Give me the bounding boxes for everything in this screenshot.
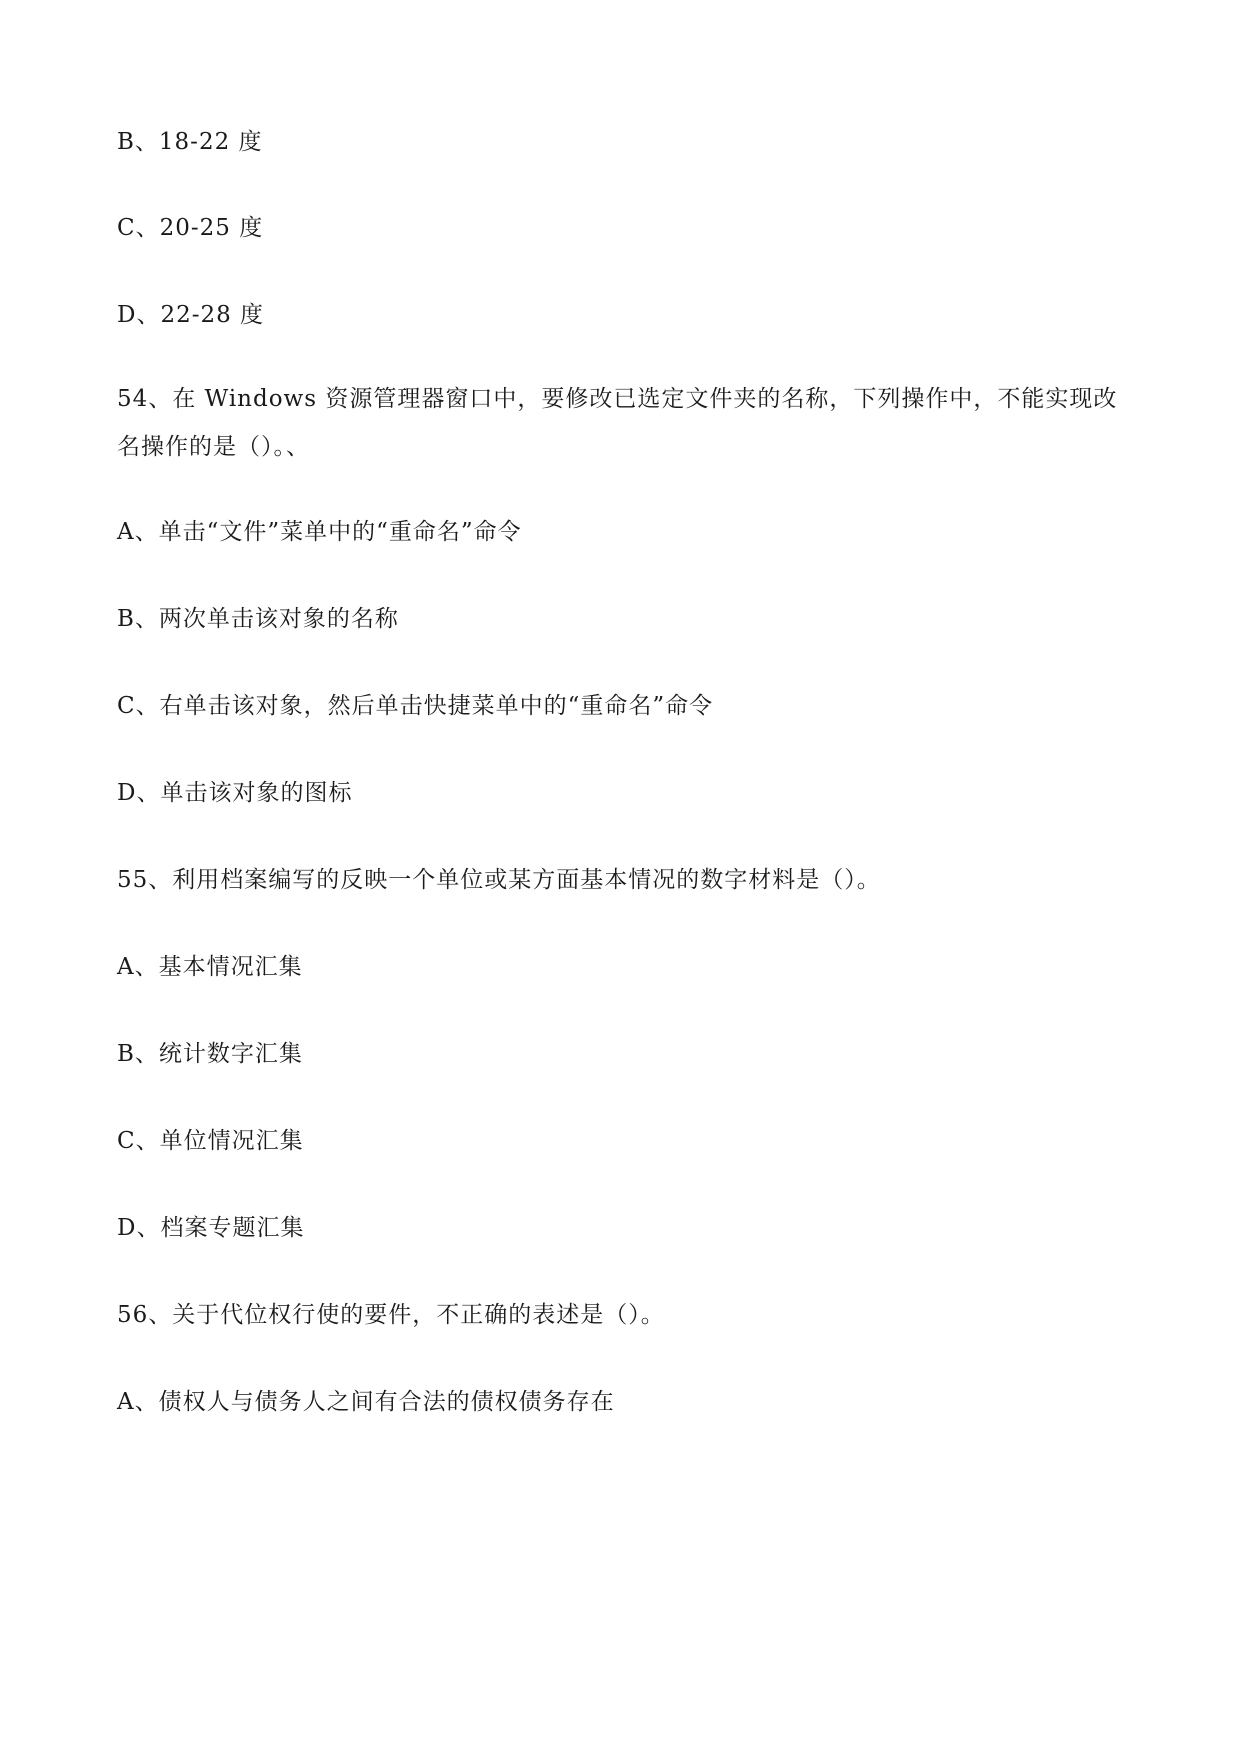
q55-stem: 55、利用档案编写的反映一个单位或某方面基本情况的数字材料是（）。 — [117, 867, 881, 893]
q53-option-d: D、22-28 度 — [117, 302, 265, 328]
q54-option-b: B、两次单击该对象的名称 — [117, 606, 399, 632]
q55-option-c: C、单位情况汇集 — [117, 1128, 304, 1154]
q56-stem: 56、关于代位权行使的要件，不正确的表述是（）。 — [117, 1302, 665, 1328]
q55-option-b: B、统计数字汇集 — [117, 1041, 303, 1067]
q53-option-b: B、18-22 度 — [117, 129, 263, 155]
q56-option-a: A、债权人与债务人之间有合法的债权债务存在 — [117, 1389, 615, 1415]
q55-option-d: D、档案专题汇集 — [117, 1215, 305, 1241]
q54-option-a: A、单击“文件”菜单中的“重命名”命令 — [117, 519, 522, 545]
q55-option-a: A、基本情况汇集 — [117, 954, 303, 980]
q54-stem: 54、在 Windows 资源管理器窗口中，要修改已选定文件夹的名称，下列操作中，不能实现改名操作的是（）。、 — [117, 386, 1118, 460]
q54-option-c: C、右单击该对象，然后单击快捷菜单中的“重命名”命令 — [117, 693, 714, 719]
q53-option-c: C、20-25 度 — [117, 215, 264, 241]
q54-option-d: D、单击该对象的图标 — [117, 780, 353, 806]
